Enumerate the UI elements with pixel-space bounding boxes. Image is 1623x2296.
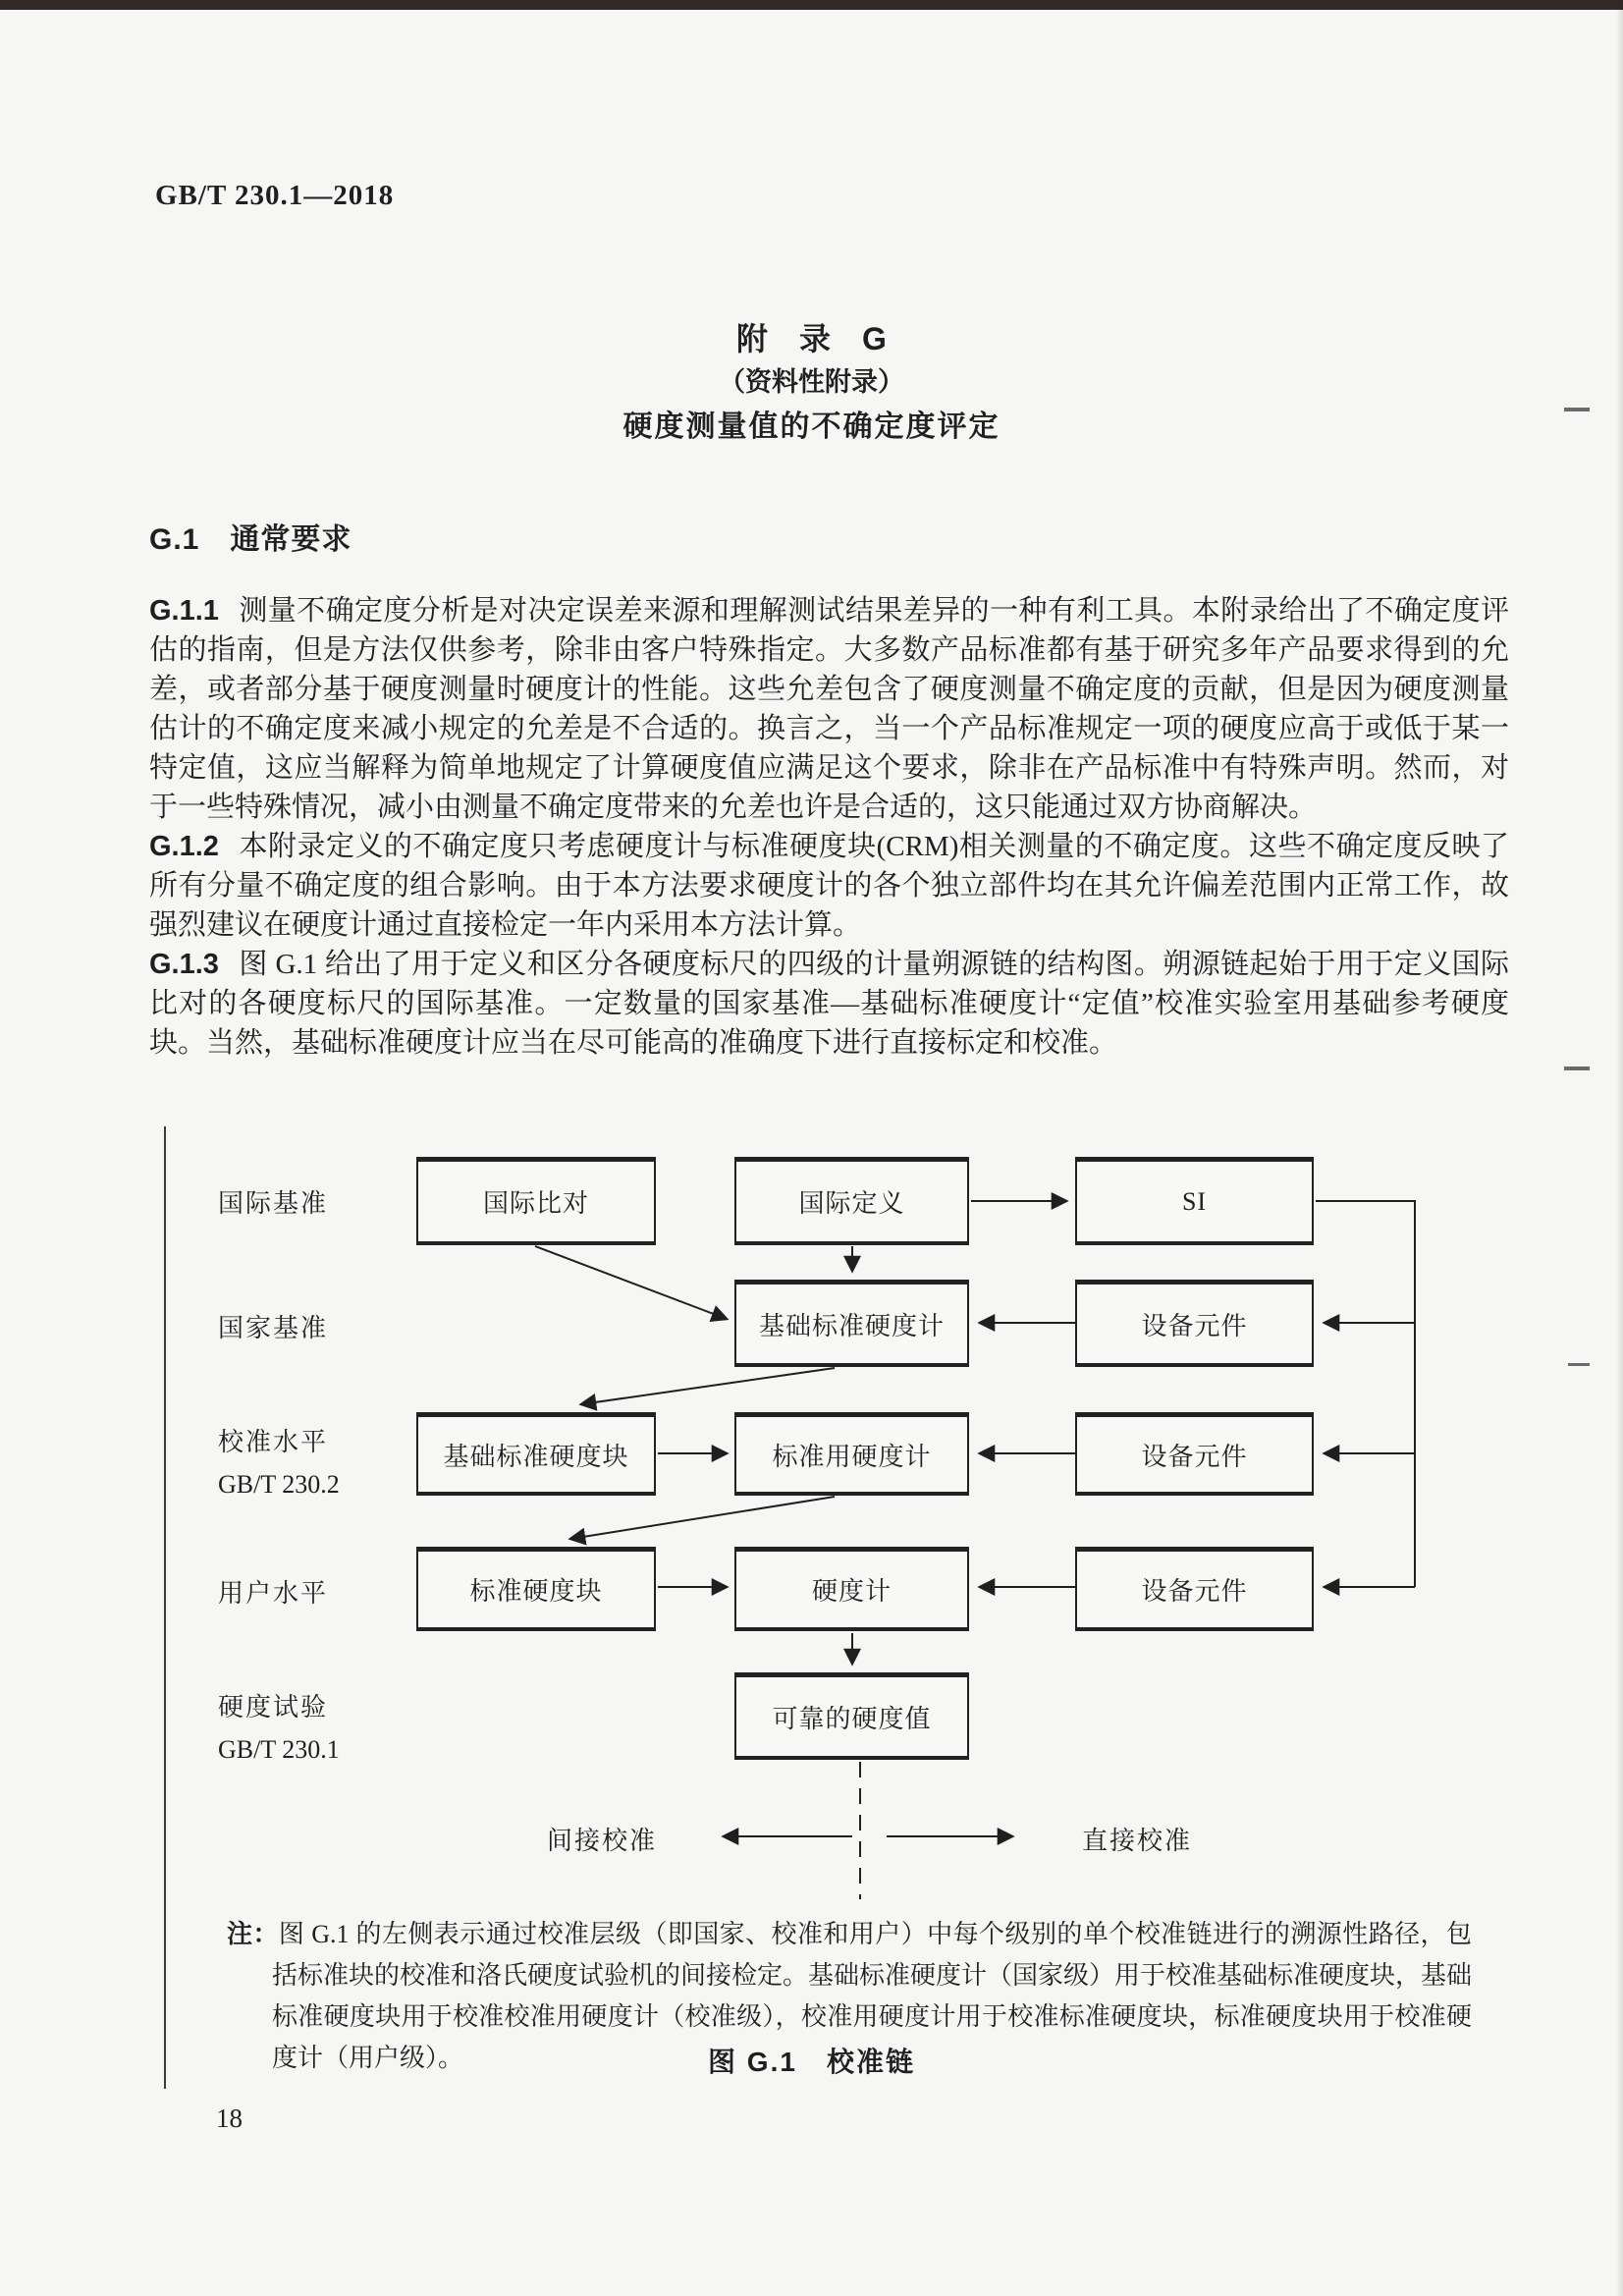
box-primary-standard-block: 基础标准硬度块 (416, 1412, 656, 1496)
section-body (149, 591, 1509, 1063)
scan-edge-top (0, 0, 1623, 10)
level-label-national: 国家基准 (218, 1314, 329, 1342)
section-heading: G.1 通常要求 (149, 523, 352, 556)
box-standard-block: 标准硬度块 (416, 1547, 656, 1631)
level-label-international: 国际基准 (218, 1189, 329, 1218)
box-international-comparison: 国际比对 (416, 1157, 656, 1245)
note-label: 注： (227, 1919, 279, 1948)
paragraph-g1-2 (149, 827, 1509, 945)
box-device-component-1: 设备元件 (1075, 1280, 1314, 1367)
clause-text: 本附录定义的不确定度只考虑硬度计与标准硬度块(CRM)相关测量的不确定度。这些不确定度反映了所有分量不确定度的组合影响。由于本方法要求硬度计的各个独立部件均在其允许偏差范围内正常工作，故强烈建议在硬度计通过直接检定一年内采用本方法计算。 (149, 831, 1509, 941)
calibration-chain-connectors (0, 1120, 1623, 1964)
box-primary-standard-machine: 基础标准硬度计 (734, 1280, 969, 1367)
box-device-component-3: 设备元件 (1075, 1547, 1314, 1631)
arrow-calibration-machine-to-standard-block (570, 1497, 835, 1539)
clause-label: G.1.2 (149, 831, 219, 862)
page-number: 18 (216, 2104, 243, 2133)
scan-artifact-tick (1564, 1066, 1590, 1070)
appendix-subtitle: （资料性附录） (719, 367, 904, 397)
paragraph-g1-3 (149, 945, 1509, 1063)
paragraph-g1-1 (149, 591, 1509, 827)
clause-label: G.1.1 (149, 595, 219, 627)
note-text: 图 G.1 的左侧表示通过校准层级（即国家、校准和用户）中每个级别的单个校准链进行的溯源性路径，包括标准块的校准和洛氏硬度试验机的间接检定。基础标准硬度计（国家级）用于校准基础标准硬度块，基础标准硬度块用于校准校准用硬度计（校准级），校准用硬度计用于校准标准硬度块，标准硬度块用于校准硬度计（用户级）。 (272, 1920, 1473, 2072)
box-si: SI (1075, 1157, 1314, 1245)
clause-label: G.1.3 (149, 949, 219, 980)
box-international-definition: 国际定义 (734, 1157, 969, 1245)
figure-caption: 图 G.1 校准链 (708, 2047, 915, 2077)
clause-text: 测量不确定度分析是对决定误差来源和理解测试结果差异的一种有利工具。本附录给出了不确定度评估的指南，但是方法仅供参考，除非由客户特殊指定。大多数产品标准都有基于研究多年产品要求得到的允差，或者部分基于硬度测量时硬度计的性能。这些允差包含了硬度测量不确定度的贡献，但是因为硬度测量估计的不确定度来减小规定的允差是不合适的。换言之，当一个产品标准规定一项的硬度应高于或低于某一特定值，这应当解释为简单地规定了计算硬度值应满足这个要求，除非在产品标准中有特殊声明。然而，对于一些特殊情况，减小由测量不确定度带来的允差也许是合适的，这只能通过双方协商解决。 (149, 595, 1509, 823)
level-label-user: 用户水平 (218, 1579, 329, 1608)
box-reliable-hardness-value: 可靠的硬度值 (734, 1672, 969, 1760)
indirect-calibration-label: 间接校准 (547, 1827, 658, 1855)
box-calibration-machine: 标准用硬度计 (734, 1412, 969, 1496)
appendix-title: 附 录 G (736, 321, 887, 356)
level-label-calibration: 校准水平 GB/T 230.2 (218, 1428, 340, 1499)
arrow-primary-machine-to-primary-block (581, 1368, 835, 1404)
box-device-component-2: 设备元件 (1075, 1412, 1314, 1496)
appendix-heading: 硬度测量值的不确定度评定 (622, 410, 1001, 443)
line-si-to-right-bus (1316, 1201, 1415, 1587)
standard-number-header: GB/T 230.1—2018 (155, 180, 395, 211)
level-label-hardness-test: 硬度试验 GB/T 230.1 (218, 1693, 340, 1764)
arrow-comparison-to-primary-machine (535, 1246, 727, 1319)
direct-calibration-label: 直接校准 (1082, 1827, 1193, 1855)
clause-text: 图 G.1 给出了用于定义和区分各硬度标尺的四级的计量朔源链的结构图。朔源链起始于用于定义国际比对的各硬度标尺的国际基准。一定数量的国家基准—基础标准硬度计“定值”校准实验室用基础参考硬度块。当然，基础标准硬度计应当在尽可能高的准确度下进行直接标定和校准。 (149, 949, 1509, 1059)
box-hardness-machine: 硬度计 (734, 1547, 969, 1631)
